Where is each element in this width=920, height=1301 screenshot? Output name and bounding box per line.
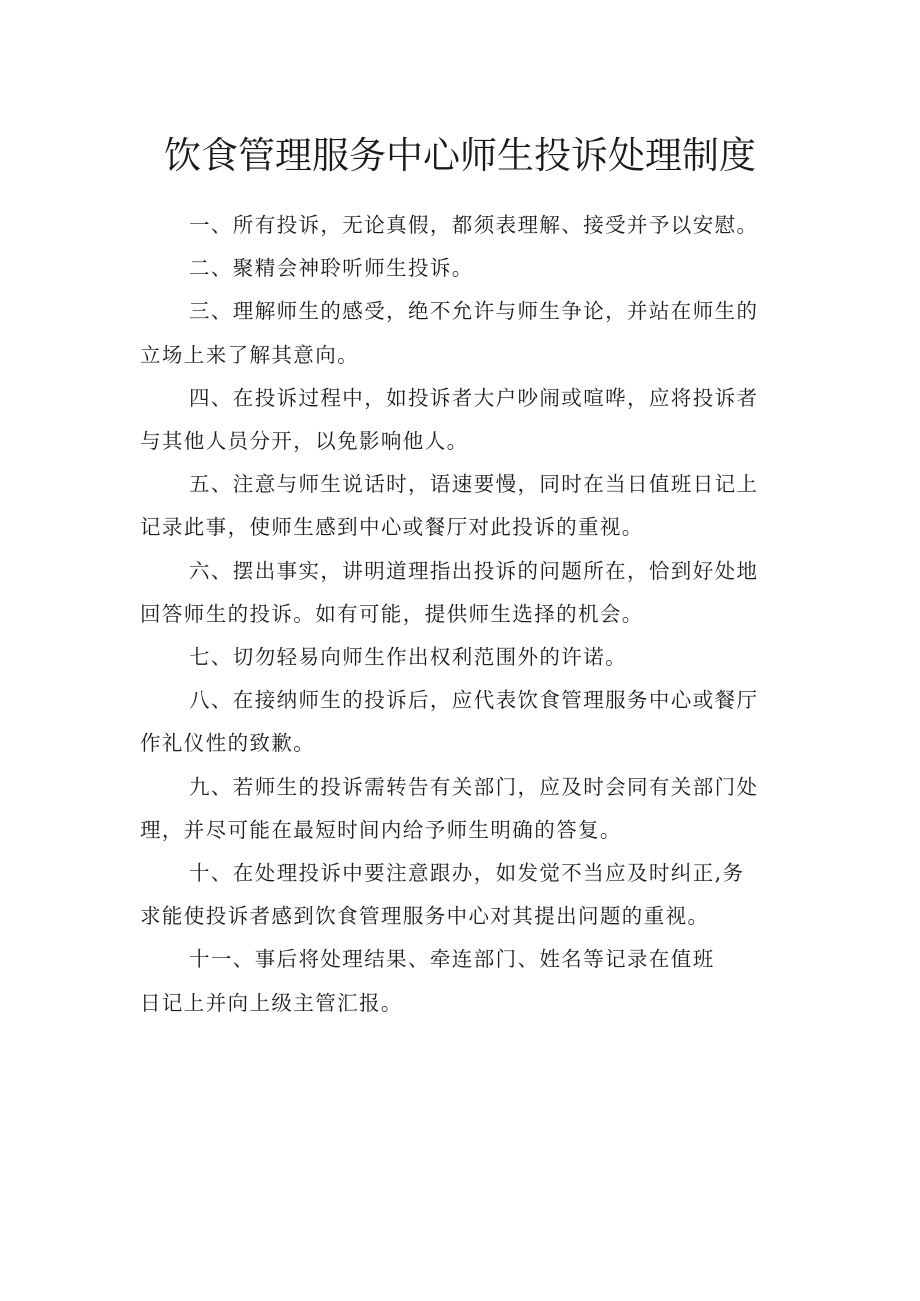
paragraph-line: 理，并尽可能在最短时间内给予师生明确的答复。: [140, 817, 622, 842]
paragraph-line: 作礼仪性的致歉。: [140, 731, 316, 756]
paragraph-line: 七、切勿轻易向师生作出权利范围外的许诺。: [189, 645, 627, 670]
paragraph-10: [140, 852, 790, 938]
paragraph-line: 回答师生的投诉。如有可能，提供师生选择的机会。: [140, 601, 644, 626]
paragraph-line: 十、在处理投诉中要注意跟办，如发觉不当应及时纠正,务: [189, 861, 745, 886]
document-title: 饮食管理服务中心师生投诉处理制度: [164, 134, 756, 177]
document-body: [140, 204, 790, 1025]
paragraph-11: [140, 938, 790, 1024]
paragraph-line: 六、摆出事实，讲明道理指出投诉的问题所在，恰到好处地: [189, 558, 759, 583]
paragraph-line: 九、若师生的投诉需转告有关部门，应及时会同有关部门处: [189, 774, 759, 799]
paragraph-line: 五、注意与师生说话时，语速要慢，同时在当日值班日记上: [189, 472, 759, 497]
paragraph-2: [140, 247, 790, 290]
paragraph-8: [140, 679, 790, 765]
paragraph-3: [140, 290, 790, 376]
paragraph-1: [140, 204, 790, 247]
paragraph-line: 立场上来了解其意向。: [140, 342, 359, 367]
paragraph-line: 八、在接纳师生的投诉后，应代表饮食管理服务中心或餐厅: [189, 688, 759, 713]
paragraph-9: [140, 766, 790, 852]
paragraph-line: 四、在投诉过程中，如投诉者大户吵闹或喧哗，应将投诉者: [189, 385, 759, 410]
paragraph-line: 日记上并向上级主管汇报。: [140, 990, 403, 1015]
paragraph-line: 记录此事，使师生感到中心或餐厅对此投诉的重视。: [140, 515, 644, 540]
paragraph-line: 求能使投诉者感到饮食管理服务中心对其提出问题的重视。: [140, 904, 710, 929]
paragraph-line: 二、聚精会神聆听师生投诉。: [189, 256, 474, 281]
paragraph-line: 十一、事后将处理结果、牵连部门、姓名等记录在值班: [189, 947, 715, 972]
paragraph-7: [140, 636, 790, 679]
paragraph-line: 与其他人员分开，以免影响他人。: [140, 429, 469, 454]
paragraph-5: [140, 463, 790, 549]
paragraph-line: 一、所有投诉，无论真假，都须表理解、接受并予以安慰。: [189, 213, 759, 237]
paragraph-line: 三、理解师生的感受，绝不允许与师生争论，并站在师生的: [189, 299, 759, 324]
paragraph-6: [140, 550, 790, 636]
paragraph-4: [140, 377, 790, 463]
